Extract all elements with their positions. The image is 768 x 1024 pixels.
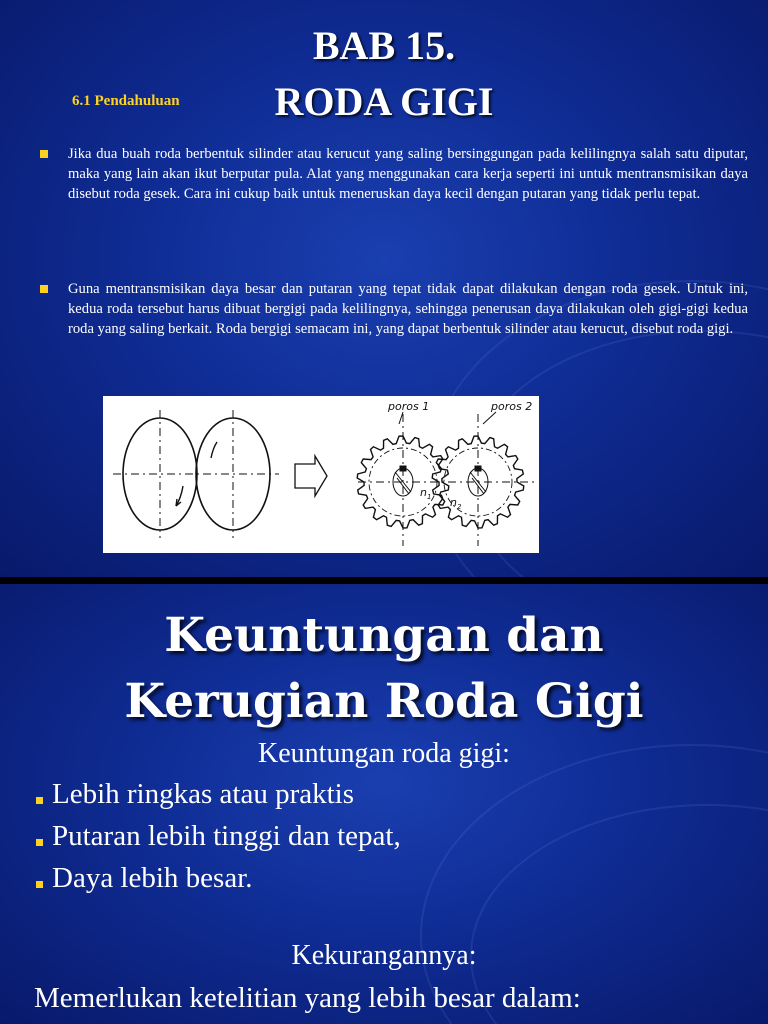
section-label: 6.1 Pendahuluan: [72, 93, 180, 109]
slide2-title-line2: Kerugian Roda Gigi: [124, 674, 644, 729]
gear-figure: [103, 396, 539, 553]
bullet-icon: [40, 150, 48, 158]
paragraph-2: Guna mentransmisikan daya besar dan putaran yang tepat tidak dapat dilakukan dengan roda gesek. Untuk ini, kedua roda tersebut harus dibuat bergigi pada kelilingnya, sehingga penerusan daya dilakukan oleh gigi-gigi kedua roda yang saling berkait. Roda bergigi semacam ini, yang dapat berbentuk silinder atau kerucut, disebut roda gigi.: [68, 281, 748, 337]
advantages-heading: Keuntungan roda gigi:: [258, 738, 510, 769]
slide2-title-line1: Keuntungan dan: [164, 608, 604, 663]
paragraph-1: Jika dua buah roda berbentuk silinder atau kerucut yang saling bersinggungan pada kelilingnya salah satu diputar, maka yang lain akan ikut berputar pula. Alat yang menggunakan cara kerja seperti ini untuk mentransmisikan daya disebut roda gesek. Cara ini cukup baik untuk meneruskan daya kecil dengan putaran yang tidak perlu tepat.: [68, 146, 748, 202]
transform-arrow-icon: [295, 456, 327, 496]
advantage-item: Daya lebih besar.: [52, 862, 253, 894]
disadvantage-text: Memerlukan ketelitian yang lebih besar dalam:: [34, 982, 581, 1014]
bullet-icon: [36, 881, 43, 888]
bullet-icon: [40, 285, 48, 293]
label-poros-2: poros 2: [491, 400, 533, 413]
advantage-item: Lebih ringkas atau praktis: [52, 778, 354, 810]
slide-title-line2: RODA GIGI: [274, 79, 494, 124]
bullet-icon: [36, 797, 43, 804]
slide-title-line1: BAB 15.: [312, 23, 456, 68]
bullet-icon: [36, 839, 43, 846]
advantage-item: Putaran lebih tinggi dan tepat,: [52, 820, 401, 852]
label-poros-1: poros 1: [388, 400, 430, 413]
label-n1: $n_1$: [420, 486, 432, 501]
friction-to-gear-diagram: [103, 396, 539, 553]
disadvantages-heading: Kekurangannya:: [291, 940, 477, 971]
label-n2: $n_2$: [450, 496, 462, 511]
slide-2: [0, 584, 768, 1024]
